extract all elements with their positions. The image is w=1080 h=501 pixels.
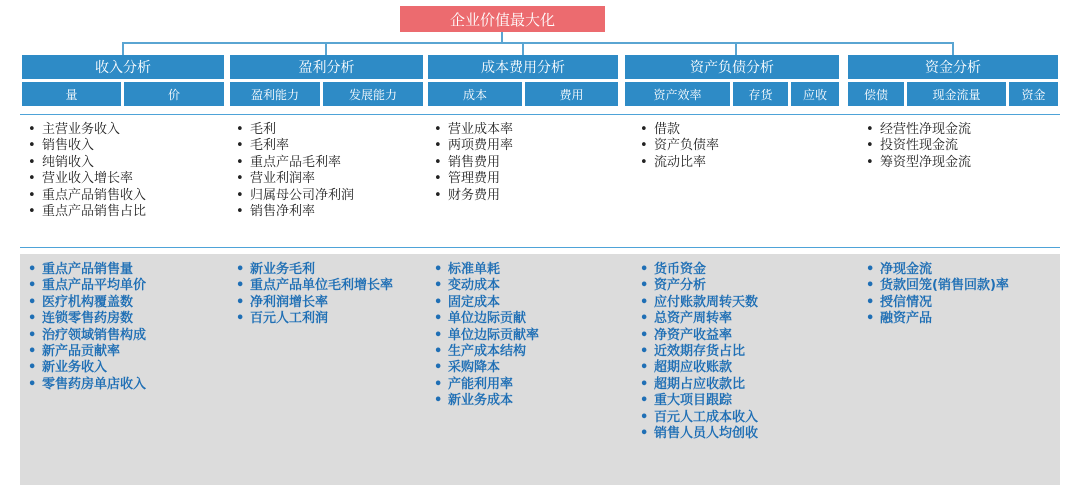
branch-connector-3 [522,42,524,55]
list-item: • 单位边际贡献 [434,311,620,327]
cost-advanced-list [434,262,620,410]
list-item: • 毛利 [236,122,426,138]
list-item: • 医疗机构覆盖数 [28,295,224,311]
sub-header-asset-efficiency: 资产效率 [625,82,730,106]
sub-header-inventory: 存货 [733,82,788,106]
list-item: • 重点产品销售收入 [28,188,224,204]
list-item: • 超期占应收款比 [640,377,850,393]
list-item: • 授信情况 [866,295,1060,311]
list-item: • 净现金流 [866,262,1060,278]
list-item: • 主营业务收入 [28,122,224,138]
sub-header-solvency: 偿债 [848,82,904,106]
list-item: • 营业成本率 [434,122,620,138]
list-item: • 新产品贡献率 [28,344,224,360]
category-header-funds: 资金分析 [848,55,1058,79]
branch-connector-5 [952,42,954,55]
list-item: • 管理费用 [434,171,620,187]
section-divider-middle [20,247,1060,248]
category-header-profit: 盈利分析 [230,55,423,79]
list-item: • 重点产品单位毛利增长率 [236,278,426,294]
list-item: • 生产成本结构 [434,344,620,360]
list-item: • 营业利润率 [236,171,426,187]
list-item: • 流动比率 [640,155,840,171]
list-item: • 投资性现金流 [866,138,1060,154]
list-item: • 连锁零售药房数 [28,311,224,327]
list-item: • 采购降本 [434,360,620,376]
list-item: • 重大项目跟踪 [640,393,850,409]
cost-basic-list [434,122,620,204]
root-node [400,6,605,32]
list-item: • 营业收入增长率 [28,171,224,187]
sub-header-profitability: 盈利能力 [230,82,320,106]
list-item: • 新业务收入 [28,360,224,376]
list-item: • 总资产周转率 [640,311,850,327]
profit-advanced-list [236,262,426,328]
list-item: • 销售费用 [434,155,620,171]
list-item: • 百元人工成本收入 [640,410,850,426]
list-item: • 借款 [640,122,840,138]
list-item: • 财务费用 [434,188,620,204]
list-item: • 变动成本 [434,278,620,294]
section-divider-top [20,114,1060,115]
funds-basic-list [866,122,1060,171]
branch-connector-4 [735,42,737,55]
list-item: • 重点产品毛利率 [236,155,426,171]
list-item: • 融资产品 [866,311,1060,327]
sub-header-cash-flow: 现金流量 [907,82,1006,106]
list-item: • 资产负债率 [640,138,840,154]
category-header-cost: 成本费用分析 [428,55,618,79]
list-item: • 筹资型净现金流 [866,155,1060,171]
branch-connector-horizontal [122,42,954,44]
revenue-advanced-list [28,262,224,393]
list-item: • 治疗领域销售构成 [28,328,224,344]
assets-advanced-list [640,262,850,442]
list-item: • 新业务成本 [434,393,620,409]
list-item: • 净资产收益率 [640,328,850,344]
list-item: • 单位边际贡献率 [434,328,620,344]
list-item: • 重点产品销售量 [28,262,224,278]
sub-header-price: 价 [124,82,224,106]
category-header-assets: 资产负债分析 [625,55,839,79]
list-item: • 重点产品销售占比 [28,204,224,220]
list-item: • 销售人员人均创收 [640,426,850,442]
list-item: • 毛利率 [236,138,426,154]
assets-basic-list [640,122,840,171]
sub-header-volume: 量 [22,82,121,106]
sub-header-receivables: 应收 [791,82,839,106]
funds-advanced-list [866,262,1060,328]
list-item: • 货币资金 [640,262,850,278]
category-header-revenue: 收入分析 [22,55,224,79]
list-item: • 超期应收账款 [640,360,850,376]
list-item: • 新业务毛利 [236,262,426,278]
list-item: • 销售净利率 [236,204,426,220]
list-item: • 百元人工利润 [236,311,426,327]
branch-connector-2 [325,42,327,55]
list-item: • 两项费用率 [434,138,620,154]
revenue-basic-list [28,122,224,220]
list-item: • 标准单耗 [434,262,620,278]
list-item: • 经营性净现金流 [866,122,1060,138]
sub-header-expense: 费用 [525,82,618,106]
list-item: • 零售药房单店收入 [28,377,224,393]
list-item: • 纯销收入 [28,155,224,171]
profit-basic-list [236,122,426,220]
sub-header-growth: 发展能力 [323,82,423,106]
list-item: • 产能利用率 [434,377,620,393]
list-item: • 资产分析 [640,278,850,294]
list-item: • 重点产品平均单价 [28,278,224,294]
list-item: • 销售收入 [28,138,224,154]
list-item: • 近效期存货占比 [640,344,850,360]
list-item: • 固定成本 [434,295,620,311]
branch-connector-1 [122,42,124,55]
list-item: • 净利润增长率 [236,295,426,311]
list-item: • 归属母公司净利润 [236,188,426,204]
sub-header-capital: 资金 [1009,82,1058,106]
list-item: • 货款回笼(销售回款)率 [866,278,1060,294]
sub-header-cost: 成本 [428,82,522,106]
root-label: 企业价值最大化 [449,10,555,29]
list-item: • 应付账款周转天数 [640,295,850,311]
